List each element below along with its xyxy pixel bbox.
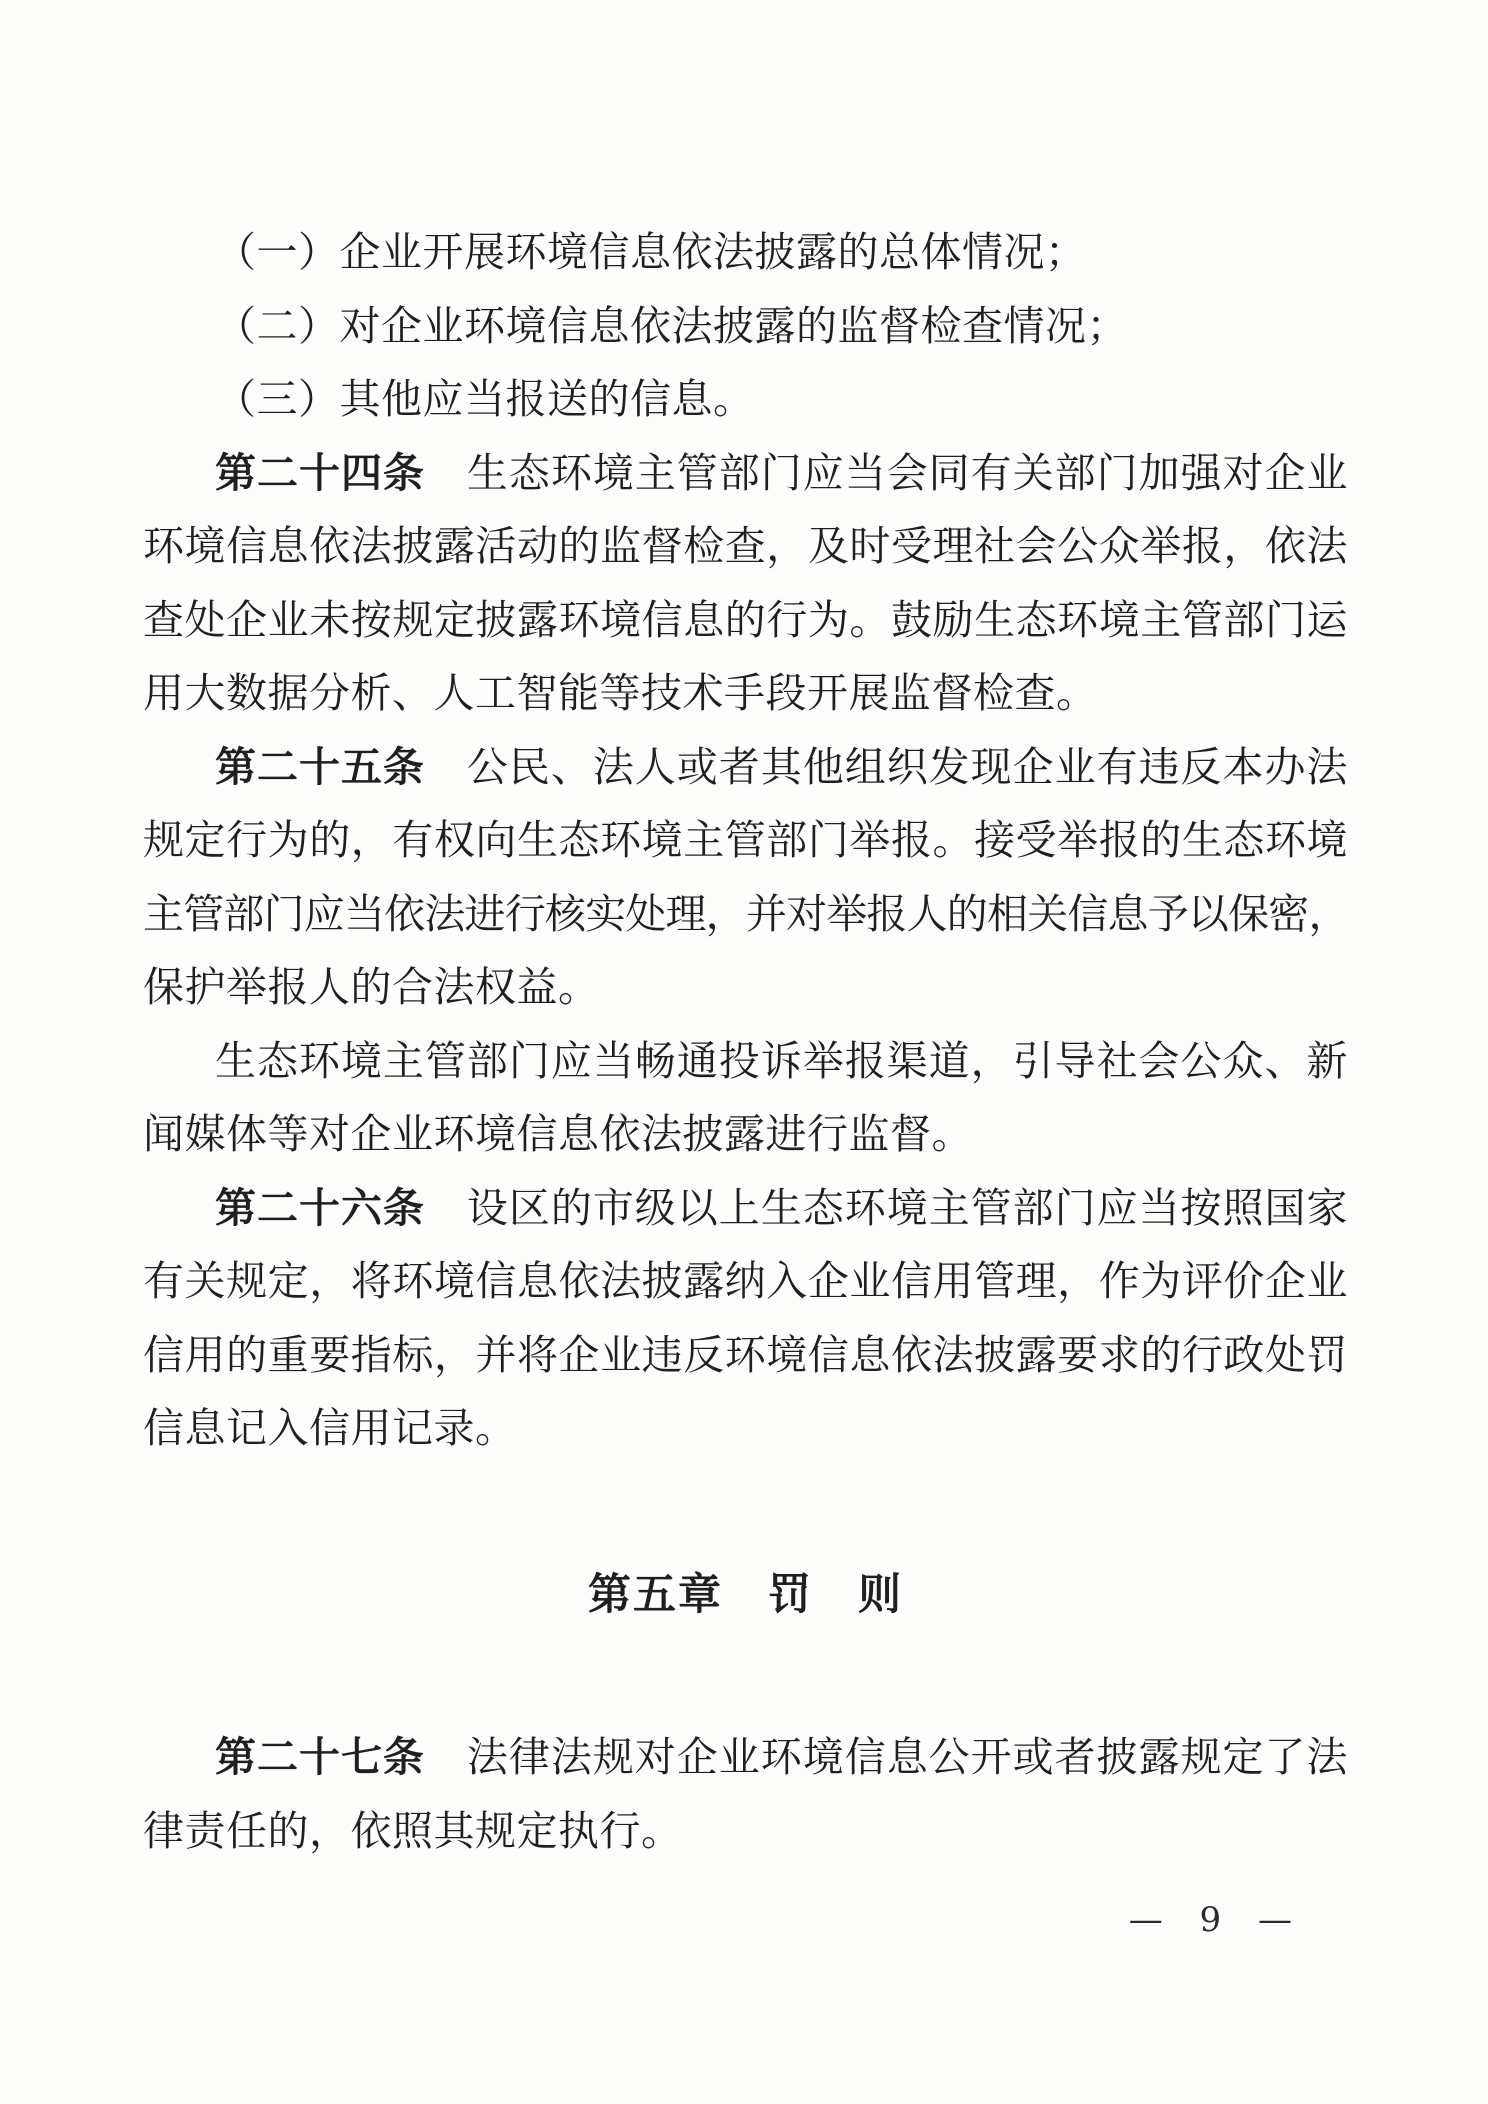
paragraph-line bbox=[143, 1025, 1348, 1099]
list-item bbox=[143, 216, 1348, 290]
line-text: 闻媒体等对企业环境信息依法披露进行监督。 bbox=[143, 1110, 973, 1158]
page-number: — 9 — bbox=[1128, 1900, 1292, 1940]
article-number: 第二十五条 bbox=[215, 742, 425, 791]
paragraph-line bbox=[143, 1098, 1348, 1172]
paragraph-line bbox=[143, 1319, 1348, 1393]
line-text: 信用的重要指标，并将企业违反环境信息依法披露要求的行政处罚 bbox=[143, 1330, 1348, 1379]
paragraph-line bbox=[143, 951, 1348, 1025]
line-text: 信息记入信用记录。 bbox=[143, 1404, 517, 1452]
line-text: 保护举报人的合法权益。 bbox=[143, 963, 600, 1011]
paragraph-line bbox=[143, 437, 1348, 511]
article-number: 第二十四条 bbox=[215, 448, 425, 497]
list-item bbox=[143, 290, 1348, 364]
line-text: 法律法规对企业环境信息公开或者披露规定了法 bbox=[424, 1733, 1349, 1781]
line-text: 环境信息依法披露活动的监督检查，及时受理社会公众举报，依法 bbox=[143, 522, 1348, 570]
line-text: 设区的市级以上生态环境主管部门应当按照国家 bbox=[424, 1183, 1349, 1232]
paragraph-line bbox=[143, 1721, 1348, 1795]
line-text: （一）企业开展环境信息依法披露的总体情况； bbox=[215, 228, 1087, 276]
paragraph-line bbox=[143, 804, 1348, 878]
line-text: 查处企业未按规定披露环境信息的行为。鼓励生态环境主管部门运 bbox=[143, 595, 1348, 644]
line-text: 生态环境主管部门应当畅通投诉举报渠道，引导社会公众、新 bbox=[215, 1036, 1348, 1085]
paragraph-line bbox=[143, 1392, 1348, 1466]
line-text: 有关规定，将环境信息依法披露纳入企业信用管理，作为评价企业 bbox=[143, 1257, 1348, 1305]
line-text: （二）对企业环境信息依法披露的监督检查情况； bbox=[215, 301, 1128, 350]
line-text: 规定行为的，有权向生态环境主管部门举报。接受举报的生态环境 bbox=[143, 816, 1348, 864]
paragraph-line bbox=[143, 1172, 1348, 1246]
list-item bbox=[143, 363, 1348, 437]
paragraph-line bbox=[143, 510, 1348, 584]
paragraph-line bbox=[143, 657, 1348, 731]
paragraph-line bbox=[143, 1795, 1348, 1869]
line-text: （三）其他应当报送的信息。 bbox=[215, 375, 755, 423]
article-number: 第二十六条 bbox=[215, 1183, 425, 1232]
line-text: 律责任的，依照其规定执行。 bbox=[143, 1806, 683, 1855]
line-text: 公民、法人或者其他组织发现企业有违反本办法 bbox=[424, 742, 1349, 791]
document-body bbox=[143, 216, 1348, 1868]
paragraph-line bbox=[143, 1245, 1348, 1319]
line-text: 用大数据分析、人工智能等技术手段开展监督检查。 bbox=[143, 669, 1098, 717]
paragraph-line bbox=[143, 878, 1348, 952]
paragraph-line bbox=[143, 731, 1348, 805]
article-number: 第二十七条 bbox=[215, 1733, 425, 1781]
paragraph-line bbox=[143, 584, 1348, 658]
line-text: 主管部门应当依法进行核实处理，并对举报人的相关信息予以保密， bbox=[143, 889, 1348, 938]
line-text: 生态环境主管部门应当会同有关部门加强对企业 bbox=[424, 448, 1349, 497]
chapter-heading: 第五章 罚 则 bbox=[588, 1569, 903, 1620]
